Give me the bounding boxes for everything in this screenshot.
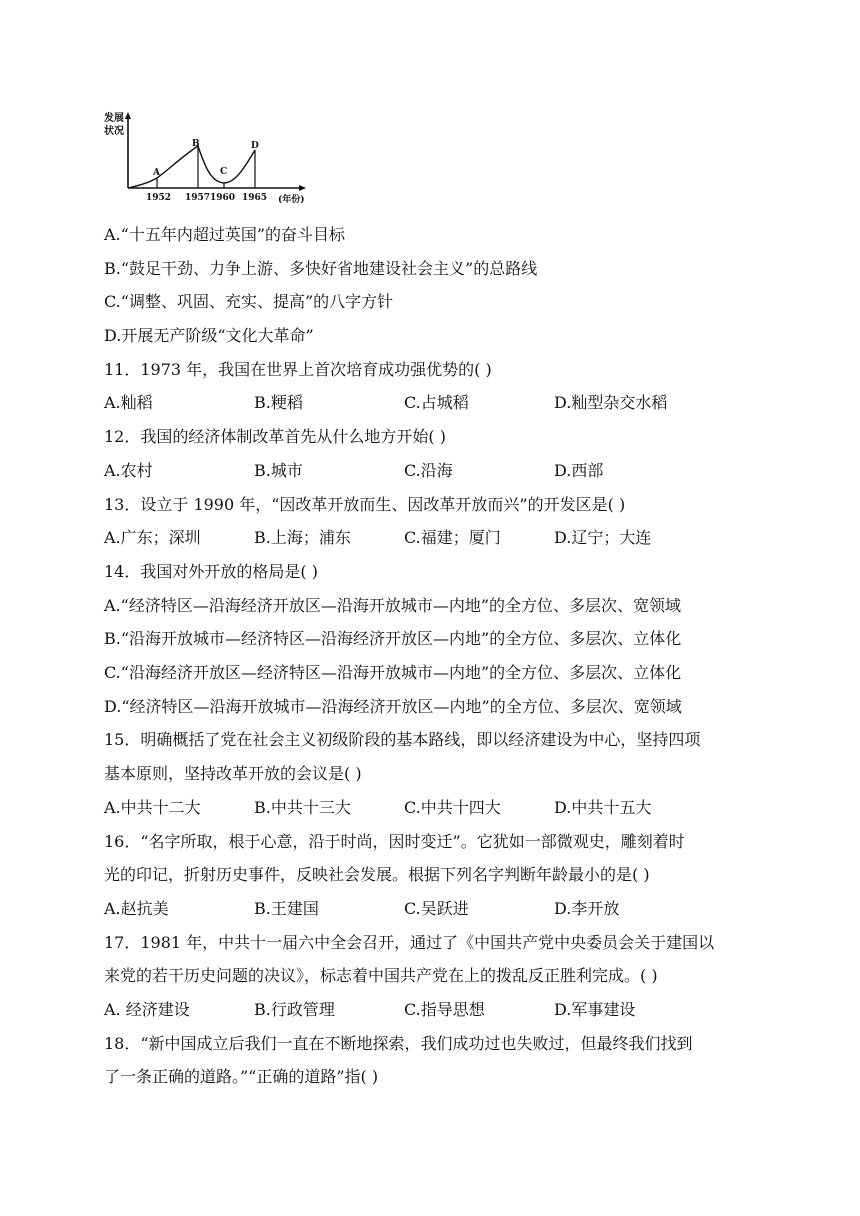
q14-option-d: D.“经济特区—沿海开放城市—沿海经济开放区—内地”的全方位、多层次、宽领域 bbox=[104, 697, 682, 716]
q16-options bbox=[104, 899, 764, 919]
year-label: 1957 bbox=[185, 193, 211, 203]
q17-options bbox=[104, 1000, 764, 1020]
option-d: D.李开放 bbox=[554, 899, 620, 918]
y-label-char: 发 bbox=[104, 113, 114, 124]
y-axis-label bbox=[104, 111, 124, 137]
option-c: C.沿海 bbox=[404, 461, 453, 480]
year-label: 1960 bbox=[210, 193, 236, 203]
q11-options bbox=[104, 393, 764, 413]
q10-option-d: D.开展无产阶级“文化大革命” bbox=[104, 326, 314, 345]
option-c: C.吴跃进 bbox=[404, 899, 469, 918]
q12-stem: 12．我国的经济体制改革首先从什么地方开始( ) bbox=[104, 427, 446, 446]
q14-stem: 14．我国对外开放的格局是( ) bbox=[104, 562, 318, 581]
option-b: B.粳稻 bbox=[254, 393, 303, 412]
option-b: B.城市 bbox=[254, 461, 303, 480]
development-chart bbox=[104, 110, 314, 205]
point-label: C bbox=[220, 167, 228, 177]
option-a: A.籼稻 bbox=[104, 393, 153, 412]
option-d: D.中共十五大 bbox=[554, 798, 652, 817]
q10-option-a: A.“十五年内超过英国”的奋斗目标 bbox=[104, 225, 346, 244]
option-b: B.行政管理 bbox=[254, 1000, 335, 1019]
option-a: A. 经济建设 bbox=[104, 1000, 190, 1019]
q10-option-b: B.“鼓足干劲、力争上游、多快好省地建设社会主义”的总路线 bbox=[104, 259, 538, 278]
point-label: D bbox=[251, 141, 259, 151]
option-d: D.西部 bbox=[554, 461, 604, 480]
point-label: B bbox=[192, 139, 200, 149]
q18-stem-line2: 了一条正确的道路。”“正确的道路”指( ) bbox=[104, 1067, 379, 1086]
option-d: D.辽宁；大连 bbox=[554, 528, 652, 547]
y-label-char: 况 bbox=[114, 126, 124, 137]
option-a: A.农村 bbox=[104, 461, 153, 480]
y-label-char: 状 bbox=[104, 126, 114, 137]
q14-option-c: C.“沿海经济开放区—经济特区—沿海开放城市—内地”的全方位、多层次、立体化 bbox=[104, 663, 682, 682]
y-label-char: 展 bbox=[114, 113, 124, 124]
year-label: 1965 bbox=[242, 193, 268, 203]
q17-stem-line2: 来党的若干历史问题的决议》，标志着中国共产党在上的拨乱反正胜利完成。( ) bbox=[104, 966, 658, 985]
option-d: D.籼型杂交水稻 bbox=[554, 393, 668, 412]
q18-stem-line1: 18．“新中国成立后我们一直在不断地探索，我们成功过也失败过，但最终我们找到 bbox=[104, 1034, 693, 1053]
q11-stem: 11．1973 年，我国在世界上首次培育成功强优势的( ) bbox=[104, 360, 492, 379]
q15-options bbox=[104, 798, 764, 818]
q14-option-a: A.“经济特区—沿海经济开放区—沿海开放城市—内地”的全方位、多层次、宽领域 bbox=[104, 596, 682, 615]
development-curve bbox=[128, 146, 255, 188]
q15-stem-line1: 15．明确概括了党在社会主义初级阶段的基本路线，即以经济建设为中心，坚持四项 bbox=[104, 730, 701, 749]
option-c: C.中共十四大 bbox=[404, 798, 501, 817]
q15-stem-line2: 基本原则，坚持改革开放的会议是( ) bbox=[104, 764, 362, 783]
q17-stem-line1: 17．1981 年，中共十一届六中全会召开，通过了《中国共产党中央委员会关于建国以 bbox=[104, 933, 715, 952]
q16-stem-line1: 16．“名字所取，根于心意，沿于时尚，因时变迁”。它犹如一部微观史，雕刻着时 bbox=[104, 832, 685, 851]
option-c: C.占城稻 bbox=[404, 393, 469, 412]
y-axis-arrow bbox=[125, 112, 131, 119]
option-a: A.中共十二大 bbox=[104, 798, 201, 817]
q16-stem-line2: 光的印记，折射历史事件，反映社会发展。根据下列名字判断年龄最小的是( ) bbox=[104, 865, 650, 884]
option-a: A.赵抗美 bbox=[104, 899, 169, 918]
option-c: C.福建；厦门 bbox=[404, 528, 501, 547]
q14-option-b: B.“沿海开放城市—经济特区—沿海经济开放区—内地”的全方位、多层次、立体化 bbox=[104, 629, 682, 648]
q10-option-c: C.“调整、巩固、充实、提高”的八字方针 bbox=[104, 292, 394, 311]
year-label: 1952 bbox=[146, 193, 172, 203]
q13-stem: 13．设立于 1990 年，“因改革开放而生、因改革开放而兴”的开发区是( ) bbox=[104, 495, 626, 514]
x-axis-arrow bbox=[299, 185, 306, 191]
q13-options bbox=[104, 528, 764, 548]
option-b: B.王建国 bbox=[254, 899, 319, 918]
option-b: B.上海；浦东 bbox=[254, 528, 351, 547]
option-d: D.军事建设 bbox=[554, 1000, 636, 1019]
point-label: A bbox=[153, 168, 160, 178]
q12-options bbox=[104, 461, 764, 481]
option-b: B.中共十三大 bbox=[254, 798, 351, 817]
x-axis-unit: (年份) bbox=[278, 195, 305, 205]
option-c: C.指导思想 bbox=[404, 1000, 485, 1019]
option-a: A.广东；深圳 bbox=[104, 528, 201, 547]
